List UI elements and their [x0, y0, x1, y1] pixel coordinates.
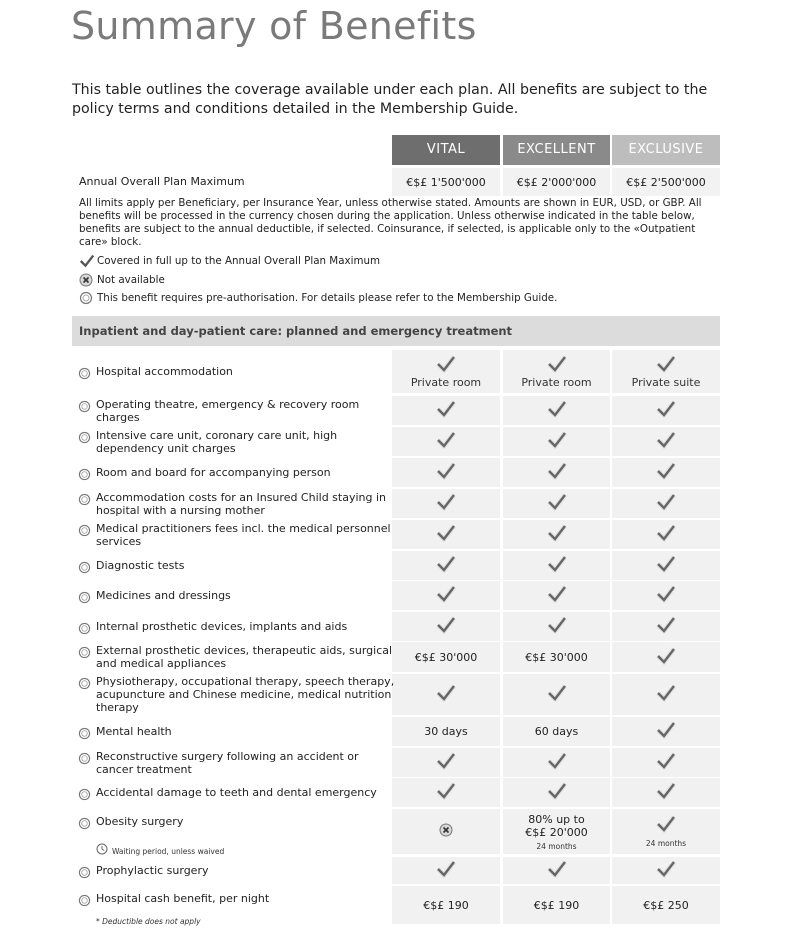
benefit-cell-vital: [392, 725, 500, 738]
pre-authorisation-icon: [78, 815, 91, 828]
benefit-cell-excellent: [503, 752, 610, 773]
benefit-cell-exclusive: [612, 355, 720, 389]
overall-value-vital: €$£ 1'500'000: [406, 176, 486, 189]
checkmark-icon: [503, 684, 610, 705]
benefit-cell-exclusive: [612, 400, 720, 421]
benefit-cell-vital: [392, 585, 500, 606]
benefit-cell-exclusive: [612, 860, 720, 881]
benefit-cell-exclusive: [612, 899, 720, 912]
benefit-cell-excellent: [503, 651, 610, 664]
section-title: Inpatient and day-patient care: planned and emergency treatment: [79, 324, 513, 338]
benefit-cell-exclusive: [612, 493, 720, 514]
benefit-value: €$£ 250: [643, 898, 689, 912]
benefit-value: €$£ 30'000: [525, 650, 588, 664]
benefit-cell-vital: [392, 651, 500, 664]
checkmark-icon: [503, 524, 610, 545]
plan-header-vital: VITAL: [392, 135, 500, 165]
checkmark-icon: [392, 585, 500, 606]
benefit-cell-vital: [392, 823, 500, 840]
checkmark-icon: [503, 555, 610, 576]
benefit-cell-excellent: [503, 684, 610, 705]
checkmark-icon: [392, 684, 500, 705]
legend-covered: [79, 254, 380, 268]
overall-value-excellent: €$£ 2'000'000: [516, 176, 597, 189]
row-label: Accommodation costs for an Insured Child staying in hospital with a nursing mother: [96, 491, 387, 517]
row-label: Hospital accommodation: [96, 365, 233, 378]
benefit-value: €$£ 190: [533, 898, 580, 912]
benefit-cell-excellent: [503, 462, 610, 483]
checkmark-icon: [503, 493, 610, 514]
checkmark-icon: [612, 647, 720, 668]
benefit-cell-vital: [392, 752, 500, 773]
pre-authorisation-icon: [78, 491, 91, 504]
checkmark-icon: [612, 721, 720, 742]
benefit-sublabel: Private suite: [631, 375, 701, 389]
benefit-cell-exclusive: [612, 782, 720, 803]
waiting-period-label: Waiting period, unless waived: [112, 847, 225, 856]
checkmark-icon: [503, 431, 610, 452]
benefit-cell-vital: [392, 555, 500, 576]
row-label: Accidental damage to teeth and dental emergency: [96, 786, 377, 799]
benefit-cell-exclusive: [612, 647, 720, 668]
checkmark-icon: [392, 355, 500, 376]
checkmark-icon: [392, 493, 500, 514]
checkmark-icon: [612, 524, 720, 545]
benefit-cell-exclusive: [612, 431, 720, 452]
cross-icon: [392, 823, 500, 840]
checkmark-icon: [612, 860, 720, 881]
checkmark-icon: [392, 860, 500, 881]
row-label: Internal prosthetic devices, implants and aids: [96, 620, 348, 633]
benefit-cell-exclusive: [612, 684, 720, 705]
row-label: Operating theatre, emergency & recovery room charges: [96, 398, 360, 424]
legend-not-available-label: Not available: [97, 274, 165, 286]
row-label: Intensive care unit, coronary care unit, high dependency unit charges: [96, 429, 338, 455]
checkmark-icon: [503, 616, 610, 637]
row-label: Medical practitioners fees incl. the medical personnel services: [96, 522, 391, 548]
checkmark-icon: [392, 431, 500, 452]
cross-icon: [79, 273, 93, 287]
checkmark-icon: [392, 616, 500, 637]
benefit-value: 80% up to €$£ 20'000: [525, 812, 588, 839]
pre-authorisation-icon: [78, 559, 91, 572]
row-label: Mental health: [96, 725, 172, 738]
benefit-cell-vital: [392, 782, 500, 803]
benefit-sublabel: Private room: [410, 375, 482, 389]
limits-note: All limits apply per Beneficiary, per Insurance Year, unless otherwise stated. Amounts are shown in EUR, USD, or GBP. All benefits will be processed in the currency chosen during the application. Unless otherwise indicated in the table below, benefits are subject to the annual deductible, if selected. Coinsurance, if selected, is applicable only to the «Outpatient care» block.: [79, 197, 702, 248]
pre-authorisation-icon: [78, 466, 91, 479]
row-label: External prosthetic devices, therapeutic aids, surgical and medical appliances: [96, 644, 393, 670]
checkmark-icon: [612, 684, 720, 705]
benefit-value: 30 days: [424, 725, 468, 738]
benefit-cell-exclusive: [612, 752, 720, 773]
checkmark-icon: [392, 400, 500, 421]
benefit-cell-exclusive: [612, 585, 720, 606]
deductible-note: * Deductible does not apply: [96, 917, 201, 926]
checkmark-icon: [612, 431, 720, 452]
row-label: Reconstructive surgery following an accident or cancer treatment: [96, 750, 359, 776]
checkmark-icon: [612, 585, 720, 606]
checkmark-icon: [612, 400, 720, 421]
checkmark-icon: [503, 355, 610, 376]
benefit-cell-exclusive: [612, 616, 720, 637]
benefit-cell-vital: [392, 400, 500, 421]
checkmark-icon: [612, 815, 720, 836]
benefit-cell-excellent: [503, 616, 610, 637]
benefit-cell-vital: [392, 684, 500, 705]
pre-authorisation-icon: [78, 786, 91, 799]
benefit-cell-excellent: [503, 400, 610, 421]
overall-value-exclusive: €$£ 2'500'000: [626, 176, 706, 189]
pre-authorisation-icon: [78, 620, 91, 633]
checkmark-icon: [612, 616, 720, 637]
checkmark-icon: [503, 462, 610, 483]
benefit-cell-vital: [392, 616, 500, 637]
benefit-cell-vital: [392, 860, 500, 881]
benefit-cell-excellent: [503, 813, 610, 851]
legend-pre-auth: [79, 291, 557, 305]
benefit-cell-exclusive: [612, 462, 720, 483]
row-label: Room and board for accompanying person: [96, 466, 331, 479]
checkmark-icon: [392, 555, 500, 576]
benefit-value: 60 days: [534, 725, 579, 738]
row-label: Hospital cash benefit, per night: [96, 892, 270, 905]
checkmark-icon: [612, 752, 720, 773]
pre-authorisation-icon: [78, 398, 91, 411]
pre-authorisation-icon: [78, 892, 91, 905]
benefit-value: €$£ 30'000: [414, 650, 478, 664]
section-header-inpatient: [72, 316, 720, 346]
pre-authorisation-icon: [78, 522, 91, 535]
pre-authorisation-icon: [78, 675, 91, 688]
checkmark-icon: [612, 493, 720, 514]
checkmark-icon: [503, 860, 610, 881]
plan-header-excellent: EXCELLENT: [503, 135, 610, 165]
row-label: Prophylactic surgery: [96, 864, 209, 877]
benefit-cell-excellent: [503, 860, 610, 881]
checkmark-icon: [392, 782, 500, 803]
benefit-cell-vital: [392, 431, 500, 452]
row-label: Physiotherapy, occupational therapy, speech therapy, acupuncture and Chinese medicine, medical nutrition therapy: [96, 675, 395, 714]
benefit-cell-vital: [392, 462, 500, 483]
row-label: Obesity surgery: [96, 815, 184, 828]
benefit-cell-exclusive: [612, 721, 720, 742]
benefit-cell-excellent: [503, 431, 610, 452]
checkmark-icon: [503, 585, 610, 606]
checkmark-icon: [612, 555, 720, 576]
benefit-cell-excellent: [503, 585, 610, 606]
benefit-cell-excellent: [503, 782, 610, 803]
checkmark-icon: [503, 400, 610, 421]
benefit-cell-exclusive: [612, 555, 720, 576]
checkmark-icon: [612, 782, 720, 803]
checkmark-icon: [503, 782, 610, 803]
row-label: Medicines and dressings: [96, 589, 231, 602]
row-label: Diagnostic tests: [96, 559, 185, 572]
checkmark-icon: [392, 752, 500, 773]
benefit-cell-vital: [392, 524, 500, 545]
benefit-cell-excellent: [503, 725, 610, 738]
plan-header-exclusive: EXCLUSIVE: [612, 135, 720, 165]
pre-authorisation-icon: [78, 864, 91, 877]
pre-authorisation-icon: [78, 725, 91, 738]
pre-authorisation-icon: [78, 589, 91, 602]
benefit-cell-exclusive: [612, 815, 720, 848]
checkmark-icon: [503, 752, 610, 773]
checkmark-icon: [392, 462, 500, 483]
pre-authorisation-icon: [78, 644, 91, 657]
checkmark-icon: [612, 462, 720, 483]
waiting-period-value: 24 months: [536, 841, 577, 851]
benefit-cell-excellent: [503, 355, 610, 389]
benefit-sublabel: Private room: [521, 375, 592, 389]
benefit-cell-vital: [392, 355, 500, 389]
benefit-cell-excellent: [503, 493, 610, 514]
benefit-cell-excellent: [503, 899, 610, 912]
checkmark-icon: [392, 524, 500, 545]
benefit-cell-exclusive: [612, 524, 720, 545]
checkmark-icon: [79, 254, 93, 268]
pre-authorisation-icon: [78, 429, 91, 442]
overall-maximum-label: Annual Overall Plan Maximum: [79, 175, 245, 188]
benefit-value: €$£ 190: [423, 898, 469, 912]
intro-text: This table outlines the coverage available under each plan. All benefits are subject to the policy terms and conditions detailed in the Membership Guide.: [72, 82, 708, 117]
waiting-period-value: 24 months: [645, 839, 687, 848]
row-footnote: [96, 909, 201, 928]
benefit-cell-vital: [392, 493, 500, 514]
benefit-cell-excellent: [503, 524, 610, 545]
checkmark-icon: [612, 355, 720, 376]
benefit-cell-excellent: [503, 555, 610, 576]
page-title: Summary of Benefits: [71, 4, 477, 48]
legend-pre-auth-label: This benefit requires pre-authorisation. For details please refer to the Membership Guide.: [97, 292, 558, 304]
legend-not-available: [79, 273, 165, 287]
legend-covered-label: Covered in full up to the Annual Overall Plan Maximum: [97, 255, 381, 267]
pre-authorisation-icon: [79, 291, 93, 305]
benefit-cell-vital: [392, 899, 500, 912]
pre-authorisation-icon: [78, 365, 91, 378]
pre-authorisation-icon: [78, 750, 91, 763]
